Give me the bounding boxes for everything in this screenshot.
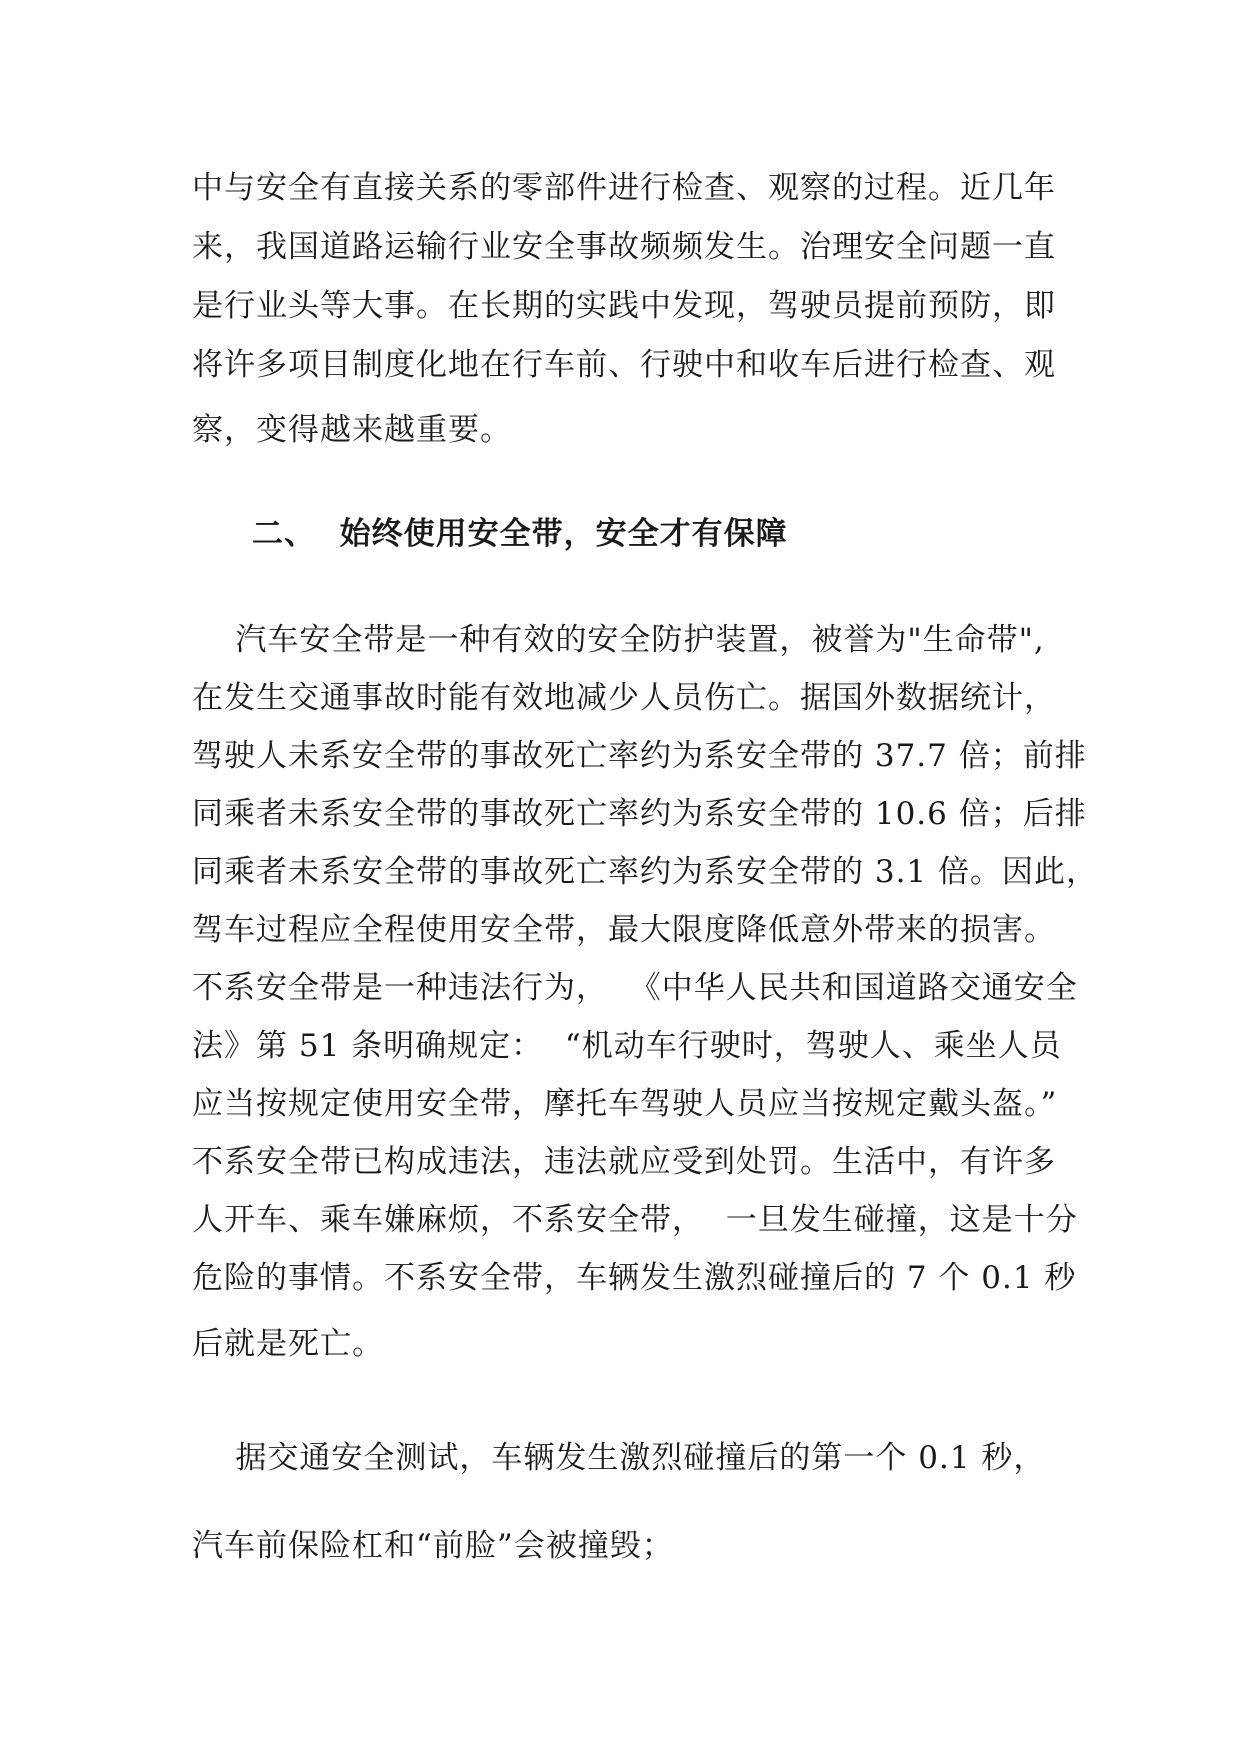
text-line: 汽车安全带是一种有效的安全防护装置，被誉为"生命带", [192,622,1045,658]
text-line: 据交通安全测试，车辆发生激烈碰撞后的第一个 0.1 秒， [192,1440,1046,1476]
text-line: 中与安全有直接关系的零部件进行检查、观察的过程。近几年 [192,170,1056,206]
text-line: 在发生交通事故时能有效地减少人员伤亡。据国外数据统计， [192,680,1056,716]
text-line: 应当按规定使用安全带，摩托车驾驶人员应当按规定戴头盔。” [192,1086,1058,1122]
text-line: 来，我国道路运输行业安全事故频频发生。治理安全问题一直 [192,229,1056,265]
text-line: 汽车前保险杠和“前脸”会被撞毁； [192,1528,674,1564]
text-line: 法》第 51 条明确规定： “机动车行驶时，驾驶人、乘坐人员 [192,1028,1062,1064]
text-line: 同乘者未系安全带的事故死亡率约为系安全带的 10.6 倍；后排 [192,796,1087,832]
text-line: 不系安全带已构成违法，违法就应受到处罚。生活中，有许多 [192,1144,1056,1180]
text-line: 危险的事情。不系安全带，车辆发生激烈碰撞后的 7 个 0.1 秒 [192,1260,1077,1296]
section-heading: 二、 始终使用安全带，安全才有保障 [252,516,788,552]
text-line: 将许多项目制度化地在行车前、行驶中和收车后进行检查、观 [192,347,1056,383]
text-line: 察，变得越来越重要。 [192,412,512,448]
text-line: 后就是死亡。 [192,1326,384,1362]
text-line: 不系安全带是一种违法行为， 《中华人民共和国道路交通安全 [192,970,1078,1006]
text-line: 驾驶人未系安全带的事故死亡率约为系安全带的 37.7 倍；前排 [192,738,1087,774]
text-line: 人开车、乘车嫌麻烦，不系安全带， 一旦发生碰撞，这是十分 [192,1202,1078,1238]
text-line: 是行业头等大事。在长期的实践中发现，驾驶员提前预防，即 [192,288,1056,324]
text-line: 驾车过程应全程使用安全带，最大限度降低意外带来的损害。 [192,912,1056,948]
text-line: 同乘者未系安全带的事故死亡率约为系安全带的 3.1 倍。因此， [192,854,1099,890]
